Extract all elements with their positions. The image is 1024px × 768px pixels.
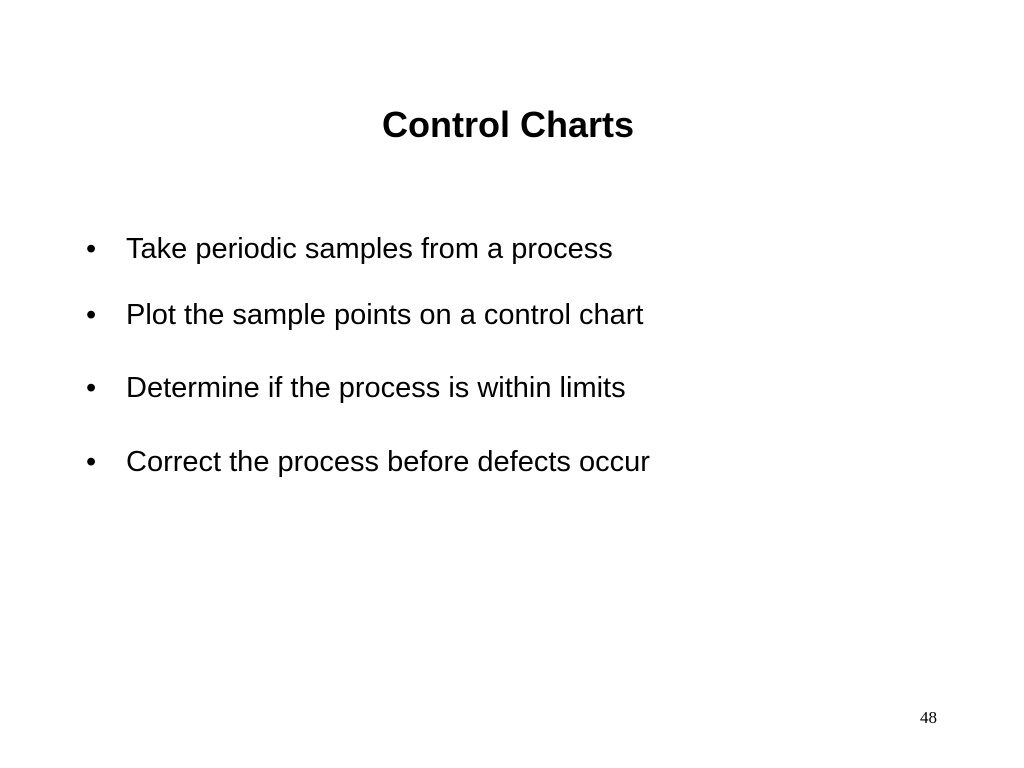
slide-title: Control Charts xyxy=(382,104,634,145)
bullet-text: Plot the sample points on a control chart xyxy=(126,299,644,331)
bullet-dot-icon: • xyxy=(86,446,97,478)
bullet-dot-icon: • xyxy=(86,233,97,265)
bullet-text: Determine if the process is within limits xyxy=(126,372,626,404)
bullet-text: Correct the process before defects occur xyxy=(126,446,650,478)
bullet-dot-icon: • xyxy=(86,299,97,331)
bullet-text: Take periodic samples from a process xyxy=(126,233,613,265)
bullet-dot-icon: • xyxy=(86,372,97,404)
page-number: 48 xyxy=(920,708,937,727)
